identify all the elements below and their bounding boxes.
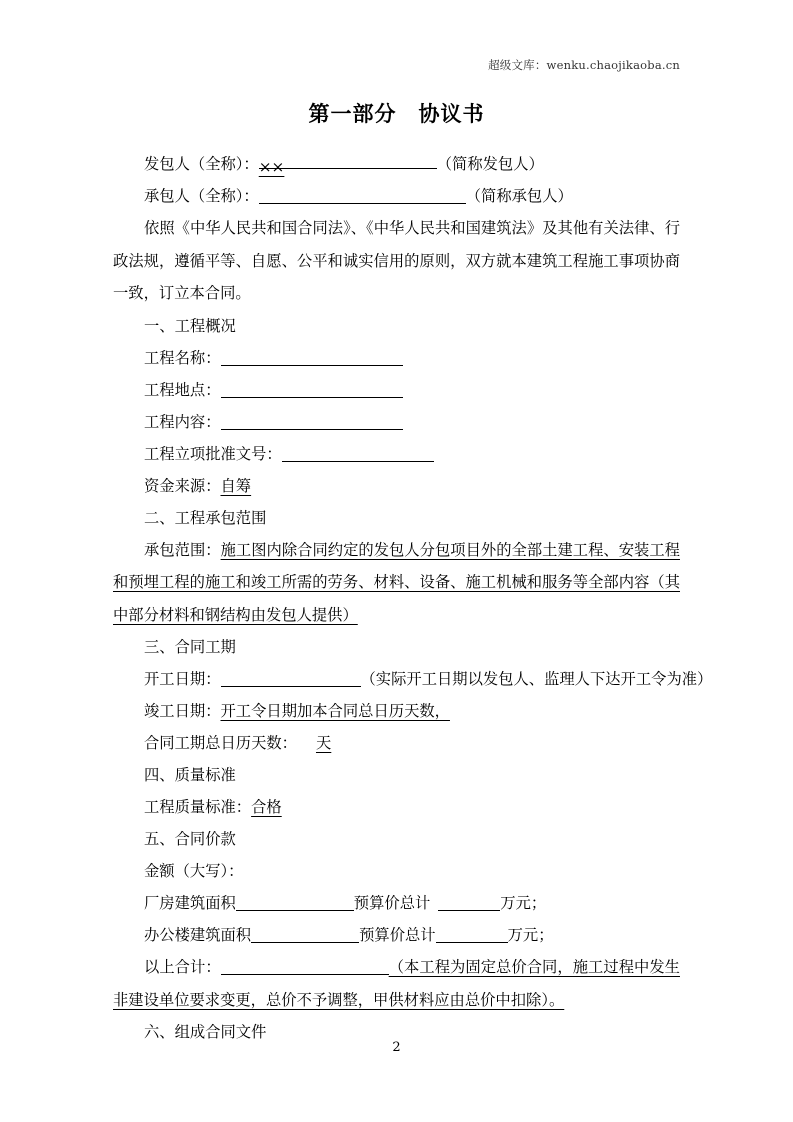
start-date-note: （实际开工日期以发包人、监理人下达开工令为准）: [360, 670, 713, 688]
section-2-heading: 二、工程承包范围: [144, 508, 267, 527]
contractor-value[interactable]: [259, 186, 466, 204]
office-budget-unit: 万元；: [507, 926, 554, 944]
employer-line: [113, 148, 680, 180]
approval-doc-input[interactable]: [282, 444, 434, 462]
quality-standard-line: [113, 791, 680, 823]
scope-value[interactable]: 施工图内除合同约定的发包人分包项目外的全部土建工程、安装工程和预埋工程的施工和竣工所需的劳务、材料、设备、施工机械和服务等全部内容（其中部分材料和钢结构由发包人提供）: [113, 540, 680, 624]
start-date-label: 开工日期：: [144, 670, 221, 688]
scope-label: 承包范围：: [144, 540, 221, 559]
approval-doc-label: 工程立项批准文号：: [144, 444, 282, 463]
plant-budget-input[interactable]: [438, 893, 500, 911]
section-5-heading: 五、合同价款: [144, 830, 236, 848]
funding-source-label: 资金来源：: [144, 476, 221, 495]
office-area-input[interactable]: [251, 925, 359, 943]
grand-total-label: 以上合计：: [144, 958, 221, 976]
project-content-input[interactable]: [221, 412, 403, 430]
funding-source-value[interactable]: 自筹: [220, 476, 252, 495]
plant-area-input[interactable]: [236, 893, 354, 911]
section-1-heading: 一、工程概况: [144, 316, 236, 335]
grand-total-input[interactable]: [221, 957, 389, 975]
scope-paragraph: [113, 534, 680, 632]
amount-words-label: 金额（大写）：: [144, 862, 244, 880]
office-budget-input[interactable]: [436, 925, 508, 943]
project-name-input[interactable]: [221, 348, 403, 366]
finish-date-line: [113, 695, 680, 727]
duration-unit[interactable]: 天: [315, 734, 332, 752]
quality-standard-label: 工程质量标准：: [144, 798, 252, 816]
contractor-label: 承包人（全称）：: [144, 187, 259, 205]
preamble-paragraph: 依照《中华人民共和国合同法》、《中华人民共和国建筑法》及其他有关法律、行政法规，遵循平等、自愿、公平和诚实信用的原则，双方就本建筑工程施工事项协商一致，订立本合同。: [113, 219, 680, 302]
plant-area-line: [113, 887, 680, 919]
employer-suffix: （简称发包人）: [436, 155, 544, 173]
office-area-line: [113, 919, 680, 951]
title-name: 协议书: [418, 102, 485, 126]
office-area-label: 办公楼建筑面积: [144, 926, 252, 944]
watermark-header: 超级文库：wenku.chaojikaoba.cn: [488, 58, 680, 72]
start-date-line: [113, 663, 713, 695]
funding-source-line: [113, 470, 680, 502]
section-6-heading: 六、组成合同文件: [144, 1023, 267, 1041]
plant-budget-unit: 万元；: [500, 894, 547, 912]
office-budget-label: 预算价总计: [359, 926, 436, 944]
project-site-input[interactable]: [221, 380, 403, 398]
employer-label: 发包人（全称）：: [144, 155, 259, 173]
finish-date-value[interactable]: 开工令日期加本合同总日历天数，: [220, 702, 450, 720]
plant-budget-label: 预算价总计: [353, 894, 431, 912]
duration-line: [113, 727, 680, 759]
amount-words-line: [113, 855, 680, 887]
section-3-heading: 三、合同工期: [144, 638, 236, 656]
employer-value[interactable]: ××: [259, 151, 437, 169]
contractor-suffix: （简称承包人）: [465, 187, 573, 205]
page-number: 2: [392, 1040, 401, 1055]
project-name-label: 工程名称：: [144, 348, 221, 367]
project-site-line: [113, 374, 680, 406]
approval-doc-line: [113, 438, 680, 470]
duration-label: 合同工期总日历天数：: [144, 734, 297, 752]
section-4-heading: 四、质量标准: [144, 766, 236, 784]
quality-standard-value[interactable]: 合格: [251, 798, 282, 816]
page-title: [0, 98, 793, 128]
plant-area-label: 厂房建筑面积: [144, 894, 236, 912]
finish-date-label: 竣工日期：: [144, 702, 221, 720]
start-date-input[interactable]: [221, 669, 361, 687]
contractor-line: [113, 180, 680, 212]
grand-total-paragraph: [113, 951, 680, 1016]
project-content-label: 工程内容：: [144, 412, 221, 431]
grand-total-note: （本工程为固定总价合同，施工过程中发生非建设单位要求变更，总价不予调整，甲供材料应由总价中扣除）。: [113, 958, 680, 1009]
project-content-line: [113, 406, 680, 438]
project-site-label: 工程地点：: [144, 380, 221, 399]
project-name-line: [113, 342, 680, 374]
title-part: 第一部分: [308, 102, 397, 126]
document-body: [113, 148, 713, 1048]
